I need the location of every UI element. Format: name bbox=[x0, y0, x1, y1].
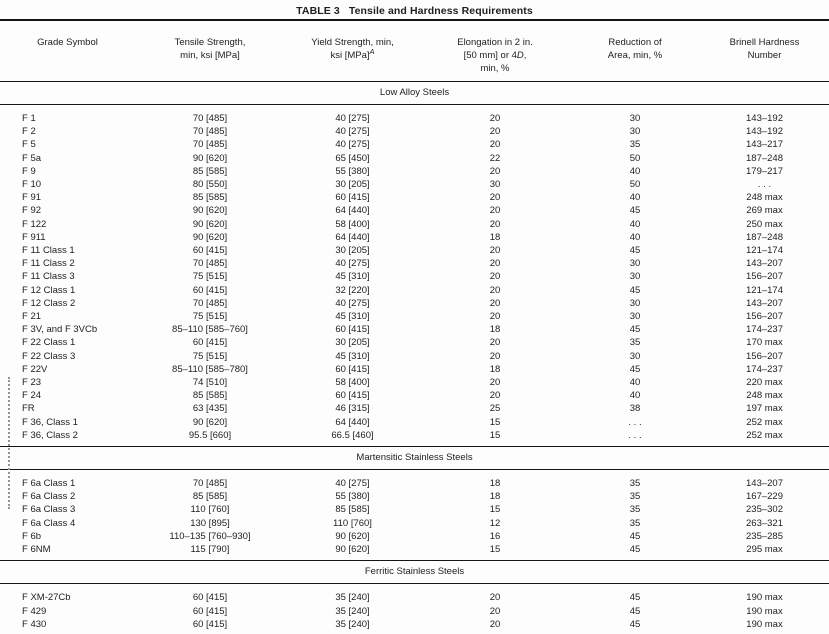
cell-grade: F 22 Class 3 bbox=[22, 350, 76, 362]
cell-elongation: 20 bbox=[489, 605, 501, 617]
cell-reduction: 45 bbox=[629, 284, 641, 296]
cell-yield: 35 [240] bbox=[335, 618, 370, 630]
cell-brinell: 190 max bbox=[746, 605, 783, 617]
cell-tensile: 90 [620] bbox=[192, 231, 228, 243]
cell-yield: 32 [220] bbox=[335, 284, 370, 296]
cell-tensile: 70 [485] bbox=[192, 113, 228, 124]
revision-change-bar bbox=[8, 377, 10, 509]
cell-tensile: 63 [435] bbox=[192, 403, 228, 415]
cell-tensile: 85 [585] bbox=[192, 390, 228, 402]
cell-reduction: 30 bbox=[629, 113, 641, 124]
cell-brinell: 143–192 bbox=[746, 126, 783, 138]
table-row bbox=[0, 270, 829, 283]
cell-elongation: 20 bbox=[489, 390, 501, 402]
cell-yield: 45 [310] bbox=[335, 311, 370, 323]
table-row bbox=[0, 257, 829, 270]
cell-grade: F 24 bbox=[22, 390, 42, 402]
cell-reduction: 35 bbox=[629, 517, 641, 529]
cell-tensile: 70 [485] bbox=[192, 139, 228, 151]
col-header-yield-strength bbox=[285, 21, 420, 82]
table-row bbox=[0, 218, 829, 231]
cell-elongation: 20 bbox=[489, 618, 501, 630]
cell-yield: 60 [415] bbox=[335, 363, 370, 375]
cell-brinell: 250 max bbox=[746, 218, 783, 230]
cell-grade: FR bbox=[22, 403, 35, 415]
table-header bbox=[0, 21, 829, 82]
cell-grade: F 12 Class 1 bbox=[22, 284, 76, 296]
header-text: Reduction of bbox=[608, 37, 662, 48]
cell-elongation: 20 bbox=[489, 113, 501, 124]
cell-elongation: 20 bbox=[489, 377, 501, 389]
table-row bbox=[0, 284, 829, 297]
cell-tensile: 95.5 [660] bbox=[188, 429, 232, 441]
cell-yield: 45 [310] bbox=[335, 271, 370, 283]
cell-tensile: 110–135 [760–930] bbox=[169, 530, 251, 542]
cell-tensile: 90 [620] bbox=[192, 416, 228, 428]
cell-brinell: . . . bbox=[757, 179, 772, 191]
cell-grade: F 21 bbox=[22, 311, 42, 323]
cell-brinell: 156–207 bbox=[746, 350, 783, 362]
section-header-row bbox=[0, 561, 829, 584]
cell-tensile: 85–110 [585–780] bbox=[172, 363, 248, 375]
cell-reduction: 35 bbox=[629, 139, 641, 151]
cell-reduction: . . . bbox=[628, 416, 642, 428]
cell-tensile: 60 [415] bbox=[192, 337, 228, 349]
cell-reduction: 45 bbox=[629, 618, 641, 630]
cell-reduction: 45 bbox=[629, 245, 641, 257]
cell-reduction: 35 bbox=[629, 504, 641, 516]
cell-elongation: 20 bbox=[489, 126, 501, 138]
cell-tensile: 80 [550] bbox=[192, 179, 228, 191]
cell-reduction: 35 bbox=[629, 491, 641, 503]
cell-yield: 55 [380] bbox=[335, 165, 370, 177]
cell-elongation: 20 bbox=[489, 192, 501, 204]
cell-yield: 64 [440] bbox=[335, 231, 370, 243]
cell-tensile: 115 [790] bbox=[190, 544, 230, 556]
table-row bbox=[0, 416, 829, 429]
cell-elongation: 20 bbox=[489, 218, 501, 230]
cell-reduction: 38 bbox=[629, 403, 641, 415]
cell-brinell: 252 max bbox=[746, 416, 783, 428]
cell-tensile: 85 [585] bbox=[192, 165, 228, 177]
cell-tensile: 70 [485] bbox=[192, 297, 228, 309]
col-header-reduction-of-area bbox=[570, 21, 700, 82]
cell-reduction: 35 bbox=[629, 478, 641, 490]
cell-grade: F 1 bbox=[22, 113, 36, 124]
header-text: Number bbox=[747, 50, 782, 61]
cell-grade: F 2 bbox=[22, 126, 36, 138]
header-text: [50 mm] or 4 bbox=[463, 50, 517, 61]
cell-brinell: 220 max bbox=[746, 377, 783, 389]
cell-brinell: 269 max bbox=[746, 205, 783, 217]
table-row bbox=[0, 543, 829, 561]
cell-elongation: 15 bbox=[489, 416, 501, 428]
cell-reduction: 30 bbox=[629, 350, 641, 362]
cell-yield: 35 [240] bbox=[335, 592, 370, 604]
cell-grade: F 11 Class 3 bbox=[22, 271, 75, 283]
cell-grade: F 10 bbox=[22, 179, 42, 191]
cell-tensile: 85 [585] bbox=[192, 192, 228, 204]
cell-yield: 60 [415] bbox=[335, 390, 370, 402]
cell-yield: 30 [205] bbox=[335, 179, 370, 191]
cell-brinell: 187–248 bbox=[746, 152, 783, 164]
cell-reduction: 40 bbox=[629, 390, 641, 402]
table-row bbox=[0, 165, 829, 178]
col-header-grade bbox=[0, 21, 135, 82]
cell-elongation: 12 bbox=[489, 517, 501, 529]
table-row bbox=[0, 618, 829, 634]
table-row bbox=[0, 363, 829, 376]
table-caption: Tensile and Hardness Requirements bbox=[348, 5, 533, 17]
cell-grade: F 36, Class 1 bbox=[22, 416, 78, 428]
cell-tensile: 70 [485] bbox=[192, 126, 228, 138]
table-row bbox=[0, 470, 829, 491]
cell-brinell: 170 max bbox=[746, 337, 783, 349]
cell-elongation: 20 bbox=[489, 139, 501, 151]
cell-tensile: 70 [485] bbox=[192, 478, 228, 490]
section-low-alloy-steels bbox=[0, 82, 829, 447]
header-row bbox=[0, 21, 829, 82]
cell-elongation: 20 bbox=[489, 205, 501, 217]
cell-brinell: 143–192 bbox=[746, 113, 783, 124]
cell-reduction: 45 bbox=[629, 544, 641, 556]
cell-brinell: 174–237 bbox=[746, 363, 783, 375]
table-row bbox=[0, 323, 829, 336]
cell-grade: F 11 Class 2 bbox=[22, 258, 75, 270]
cell-grade: F 12 Class 2 bbox=[22, 297, 76, 309]
cell-tensile: 60 [415] bbox=[192, 245, 228, 257]
cell-tensile: 60 [415] bbox=[192, 618, 228, 630]
cell-elongation: 18 bbox=[489, 491, 501, 503]
cell-reduction: 45 bbox=[629, 205, 641, 217]
section-title: Low Alloy Steels bbox=[0, 82, 829, 105]
cell-grade: F 5 bbox=[22, 139, 36, 151]
cell-reduction: 50 bbox=[629, 179, 641, 191]
header-text: Yield Strength, min, bbox=[311, 37, 394, 48]
cell-yield: 110 [760] bbox=[333, 517, 372, 529]
cell-yield: 90 [620] bbox=[335, 544, 370, 556]
cell-grade: F 430 bbox=[22, 618, 47, 630]
cell-reduction: 30 bbox=[629, 258, 641, 270]
cell-elongation: 15 bbox=[489, 504, 501, 516]
cell-tensile: 70 [485] bbox=[192, 258, 228, 270]
cell-grade: F 6a Class 2 bbox=[22, 491, 76, 503]
cell-yield: 40 [275] bbox=[335, 126, 370, 138]
table-row bbox=[0, 376, 829, 389]
cell-brinell: 143–207 bbox=[746, 258, 783, 270]
cell-grade: F 122 bbox=[22, 218, 47, 230]
cell-yield: 58 [400] bbox=[335, 377, 370, 389]
cell-tensile: 90 [620] bbox=[192, 218, 228, 230]
cell-reduction: 45 bbox=[629, 592, 641, 604]
cell-yield: 30 [205] bbox=[335, 245, 370, 257]
cell-yield: 65 [450] bbox=[335, 152, 370, 164]
cell-elongation: 30 bbox=[489, 179, 501, 191]
cell-reduction: . . . bbox=[628, 429, 642, 441]
cell-reduction: 30 bbox=[629, 126, 641, 138]
cell-grade: F 91 bbox=[22, 192, 42, 204]
header-text: min, ksi [MPa] bbox=[180, 50, 240, 61]
cell-tensile: 90 [620] bbox=[192, 205, 228, 217]
cell-brinell: 197 max bbox=[746, 403, 783, 415]
cell-grade: F 6a Class 4 bbox=[22, 517, 76, 529]
cell-yield: 40 [275] bbox=[335, 113, 370, 124]
cell-elongation: 20 bbox=[489, 271, 501, 283]
table-row bbox=[0, 244, 829, 257]
cell-brinell: 121–174 bbox=[746, 245, 783, 257]
cell-tensile: 60 [415] bbox=[192, 284, 228, 296]
header-text: Elongation in 2 in. bbox=[457, 37, 533, 48]
cell-brinell: 156–207 bbox=[746, 311, 783, 323]
cell-brinell: 235–285 bbox=[746, 530, 783, 542]
cell-yield: 58 [400] bbox=[335, 218, 370, 230]
cell-tensile: 110 [760] bbox=[190, 504, 230, 516]
cell-brinell: 143–207 bbox=[746, 478, 783, 490]
cell-elongation: 16 bbox=[489, 530, 501, 542]
cell-grade: F 36, Class 2 bbox=[22, 429, 78, 441]
header-text: Grade Symbol bbox=[37, 37, 98, 48]
cell-yield: 55 [380] bbox=[335, 491, 370, 503]
cell-yield: 60 [415] bbox=[335, 324, 370, 336]
cell-yield: 40 [275] bbox=[335, 297, 370, 309]
table-row bbox=[0, 605, 829, 618]
cell-elongation: 20 bbox=[489, 258, 501, 270]
section-title: Martensitic Stainless Steels bbox=[0, 447, 829, 470]
cell-yield: 40 [275] bbox=[335, 139, 370, 151]
cell-brinell: 121–174 bbox=[746, 284, 783, 296]
cell-elongation: 22 bbox=[489, 152, 501, 164]
cell-tensile: 75 [515] bbox=[192, 271, 228, 283]
table-row bbox=[0, 297, 829, 310]
cell-grade: F XM-27Cb bbox=[22, 592, 71, 604]
cell-reduction: 30 bbox=[629, 311, 641, 323]
cell-yield: 60 [415] bbox=[335, 192, 370, 204]
cell-yield: 85 [585] bbox=[335, 504, 370, 516]
cell-tensile: 90 [620] bbox=[192, 152, 228, 164]
cell-reduction: 45 bbox=[629, 605, 641, 617]
cell-elongation: 18 bbox=[489, 231, 501, 243]
cell-tensile: 85 [585] bbox=[192, 491, 228, 503]
cell-tensile: 75 [515] bbox=[192, 311, 228, 323]
cell-yield: 40 [275] bbox=[335, 478, 370, 490]
cell-reduction: 40 bbox=[629, 377, 641, 389]
cell-elongation: 20 bbox=[489, 337, 501, 349]
section-title: Ferritic Stainless Steels bbox=[0, 561, 829, 584]
cell-yield: 66.5 [460] bbox=[331, 429, 374, 441]
cell-yield: 45 [310] bbox=[335, 350, 370, 362]
cell-elongation: 25 bbox=[489, 403, 501, 415]
table-row bbox=[0, 490, 829, 503]
table-row bbox=[0, 125, 829, 138]
header-text: , bbox=[523, 50, 527, 61]
header-text: min, % bbox=[480, 63, 510, 74]
cell-grade: F 5a bbox=[22, 152, 42, 164]
table-row bbox=[0, 191, 829, 204]
table-row bbox=[0, 429, 829, 447]
cell-brinell: 143–207 bbox=[746, 297, 783, 309]
col-header-tensile-strength bbox=[135, 21, 285, 82]
cell-yield: 35 [240] bbox=[335, 605, 370, 617]
cell-reduction: 40 bbox=[629, 165, 641, 177]
cell-brinell: 248 max bbox=[746, 192, 783, 204]
table-row bbox=[0, 336, 829, 349]
cell-brinell: 187–248 bbox=[746, 231, 783, 243]
header-text: Tensile Strength, bbox=[174, 37, 246, 48]
cell-brinell: 263–321 bbox=[746, 517, 783, 529]
cell-tensile: 85–110 [585–760] bbox=[172, 324, 248, 336]
cell-elongation: 20 bbox=[489, 165, 501, 177]
header-text: Area, min, % bbox=[607, 50, 663, 61]
cell-brinell: 295 max bbox=[746, 544, 783, 556]
cell-tensile: 130 [895] bbox=[190, 517, 230, 529]
cell-elongation: 20 bbox=[489, 297, 501, 309]
cell-reduction: 40 bbox=[629, 218, 641, 230]
table-row bbox=[0, 503, 829, 516]
cell-grade: F 911 bbox=[22, 231, 46, 243]
cell-elongation: 18 bbox=[489, 363, 501, 375]
cell-grade: F 22V bbox=[22, 363, 48, 375]
table-row bbox=[0, 517, 829, 530]
table-row bbox=[0, 584, 829, 605]
cell-brinell: 179–217 bbox=[746, 165, 783, 177]
cell-brinell: 252 max bbox=[746, 429, 783, 441]
cell-reduction: 40 bbox=[629, 192, 641, 204]
cell-grade: F 23 bbox=[22, 377, 42, 389]
footnote-marker-a: A bbox=[369, 46, 375, 56]
cell-brinell: 143–217 bbox=[746, 139, 783, 151]
cell-elongation: 20 bbox=[489, 284, 501, 296]
cell-brinell: 167–229 bbox=[746, 491, 783, 503]
cell-grade: F 6b bbox=[22, 530, 42, 542]
section-ferritic-stainless-steels bbox=[0, 561, 829, 634]
cell-elongation: 18 bbox=[489, 478, 501, 490]
cell-yield: 90 [620] bbox=[335, 530, 370, 542]
cell-reduction: 35 bbox=[629, 337, 641, 349]
cell-elongation: 20 bbox=[489, 592, 501, 604]
cell-brinell: 235–302 bbox=[746, 504, 783, 516]
section-header-row bbox=[0, 82, 829, 105]
cell-reduction: 50 bbox=[629, 152, 641, 164]
table-row bbox=[0, 138, 829, 151]
cell-reduction: 40 bbox=[629, 231, 641, 243]
table-row bbox=[0, 530, 829, 543]
section-header-row bbox=[0, 447, 829, 470]
cell-grade: F 6a Class 1 bbox=[22, 478, 76, 490]
cell-elongation: 15 bbox=[489, 544, 501, 556]
cell-tensile: 60 [415] bbox=[192, 592, 228, 604]
cell-elongation: 18 bbox=[489, 324, 501, 336]
table-row bbox=[0, 350, 829, 363]
cell-brinell: 174–237 bbox=[746, 324, 783, 336]
table-number: TABLE 3 bbox=[296, 5, 340, 17]
cell-grade: F 9 bbox=[22, 165, 36, 177]
header-text: Brinell Hardness bbox=[729, 37, 800, 48]
cell-reduction: 30 bbox=[629, 297, 641, 309]
cell-tensile: 75 [515] bbox=[192, 350, 228, 362]
cell-grade: F 429 bbox=[22, 605, 47, 617]
table-row bbox=[0, 204, 829, 217]
cell-brinell: 156–207 bbox=[746, 271, 783, 283]
section-martensitic-stainless-steels bbox=[0, 447, 829, 561]
cell-reduction: 45 bbox=[629, 530, 641, 542]
cell-reduction: 45 bbox=[629, 363, 641, 375]
cell-reduction: 45 bbox=[629, 324, 641, 336]
table-row bbox=[0, 231, 829, 244]
cell-grade: F 92 bbox=[22, 205, 42, 217]
col-header-elongation bbox=[420, 21, 570, 82]
header-text: ksi [MPa] bbox=[330, 50, 370, 61]
table-row bbox=[0, 389, 829, 402]
cell-reduction: 30 bbox=[629, 271, 641, 283]
table-row bbox=[0, 310, 829, 323]
cell-elongation: 20 bbox=[489, 245, 501, 257]
requirements-table bbox=[0, 21, 829, 634]
table-row bbox=[0, 105, 829, 126]
header-text bbox=[287, 46, 418, 62]
table-row bbox=[0, 152, 829, 165]
cell-grade: F 6a Class 3 bbox=[22, 504, 76, 516]
cell-grade: F 3V, and F 3VCb bbox=[22, 324, 98, 336]
cell-grade: F 22 Class 1 bbox=[22, 337, 76, 349]
cell-tensile: 60 [415] bbox=[192, 605, 228, 617]
col-header-brinell-hardness bbox=[700, 21, 829, 82]
cell-yield: 64 [440] bbox=[335, 205, 370, 217]
table-row bbox=[0, 402, 829, 415]
cell-yield: 30 [205] bbox=[335, 337, 370, 349]
cell-tensile: 74 [510] bbox=[192, 377, 228, 389]
cell-brinell: 190 max bbox=[746, 618, 783, 630]
cell-grade: F 11 Class 1 bbox=[22, 245, 75, 257]
cell-brinell: 190 max bbox=[746, 592, 783, 604]
table-title bbox=[0, 0, 829, 21]
cell-yield: 40 [275] bbox=[335, 258, 370, 270]
cell-grade: F 6NM bbox=[22, 544, 51, 556]
cell-brinell: 248 max bbox=[746, 390, 783, 402]
cell-yield: 64 [440] bbox=[335, 416, 370, 428]
cell-elongation: 20 bbox=[489, 350, 501, 362]
header-text bbox=[422, 49, 568, 62]
cell-elongation: 15 bbox=[489, 429, 501, 441]
header-text-italic-d: D bbox=[516, 50, 524, 61]
cell-yield: 46 [315] bbox=[335, 403, 370, 415]
cell-elongation: 20 bbox=[489, 311, 501, 323]
table-row bbox=[0, 178, 829, 191]
